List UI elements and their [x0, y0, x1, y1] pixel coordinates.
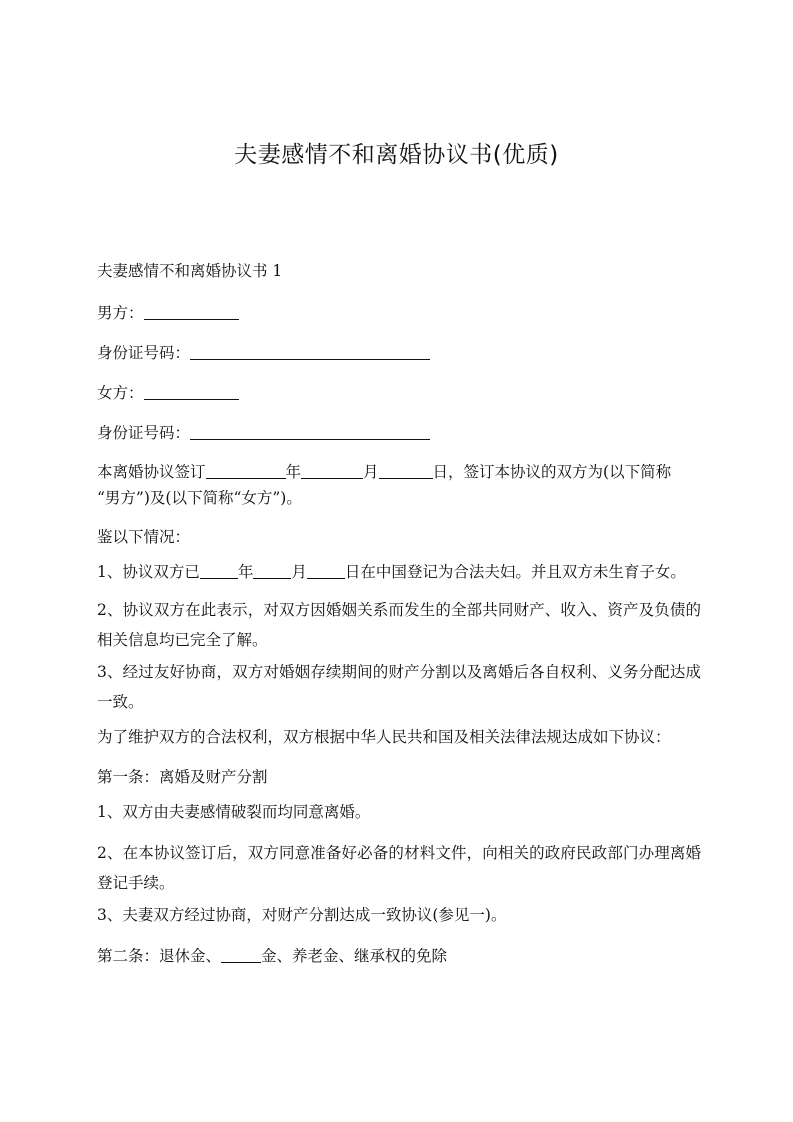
male-id-blank	[190, 341, 430, 360]
article-2-rest: 金、养老金、继承权的免除	[261, 947, 448, 965]
item-1-month-label: 月	[291, 563, 307, 581]
item-3: 3、经过友好协商，双方对婚姻存续期间的财产分割以及离婚后各自权利、义务分配达成一致。	[97, 663, 701, 711]
male-party-line	[97, 298, 701, 328]
female-label: 女方：	[97, 384, 144, 402]
sign-month-label: 月	[363, 463, 379, 481]
article-2-heading	[97, 941, 701, 971]
article-2-blank	[221, 944, 261, 963]
document-subtitle: 夫妻感情不和离婚协议书 1	[97, 262, 283, 280]
document-title: 夫妻感情不和离婚协议书(优质)	[234, 142, 559, 168]
sign-year-blank	[206, 460, 286, 479]
male-id-line	[97, 338, 701, 368]
male-id-label: 身份证号码：	[97, 344, 191, 362]
item-1-year-blank	[200, 560, 238, 579]
whereas-heading: 鉴以下情况：	[97, 528, 191, 546]
female-name-blank	[144, 381, 239, 400]
article-1-item-2: 2、在本协议签订后，双方同意准备好必备的材料文件，向相关的政府民政部门办理离婚登记手续。	[97, 844, 701, 892]
item-1-month-blank	[253, 560, 291, 579]
item-1	[97, 557, 701, 587]
item-1-prefix: 1、协议双方已	[97, 563, 200, 581]
article-1-heading: 第一条：离婚及财产分割	[97, 768, 268, 786]
item-1-year-label: 年	[237, 563, 254, 581]
sign-prefix: 本离婚协议签订	[97, 463, 206, 481]
article-1-item-1: 1、双方由夫妻感情破裂而均同意离婚。	[97, 803, 371, 821]
female-id-label: 身份证号码：	[97, 424, 191, 442]
item-1-day-blank	[307, 560, 345, 579]
female-id-line	[97, 418, 701, 448]
item-2: 2、协议双方在此表示，对双方因婚姻关系而发生的全部共同财产、收入、资产及负债的相关信息均已完全了解。	[97, 601, 701, 649]
sign-day-rest: 日，签订本协议的双方为(以下简称	[432, 463, 672, 481]
sign-day-blank	[379, 460, 433, 479]
article-1-item-3: 3、夫妻双方经过协商，对财产分割达成一致协议(参见一)。	[97, 906, 507, 924]
sign-parties-line: “男方”)及(以下简称“女方”)。	[97, 489, 302, 507]
male-name-blank	[144, 301, 239, 320]
female-party-line	[97, 378, 701, 408]
article-2-prefix: 第二条：退休金、	[97, 947, 222, 965]
purpose-paragraph: 为了维护双方的合法权利，双方根据中华人民共和国及相关法律法规达成如下协议：	[97, 728, 671, 746]
sign-year-label: 年	[285, 463, 302, 481]
sign-month-blank	[301, 460, 363, 479]
item-1-rest: 日在中国登记为合法夫妇。并且双方未生育子女。	[344, 563, 686, 581]
female-id-blank	[190, 421, 430, 440]
male-label: 男方：	[97, 304, 144, 322]
